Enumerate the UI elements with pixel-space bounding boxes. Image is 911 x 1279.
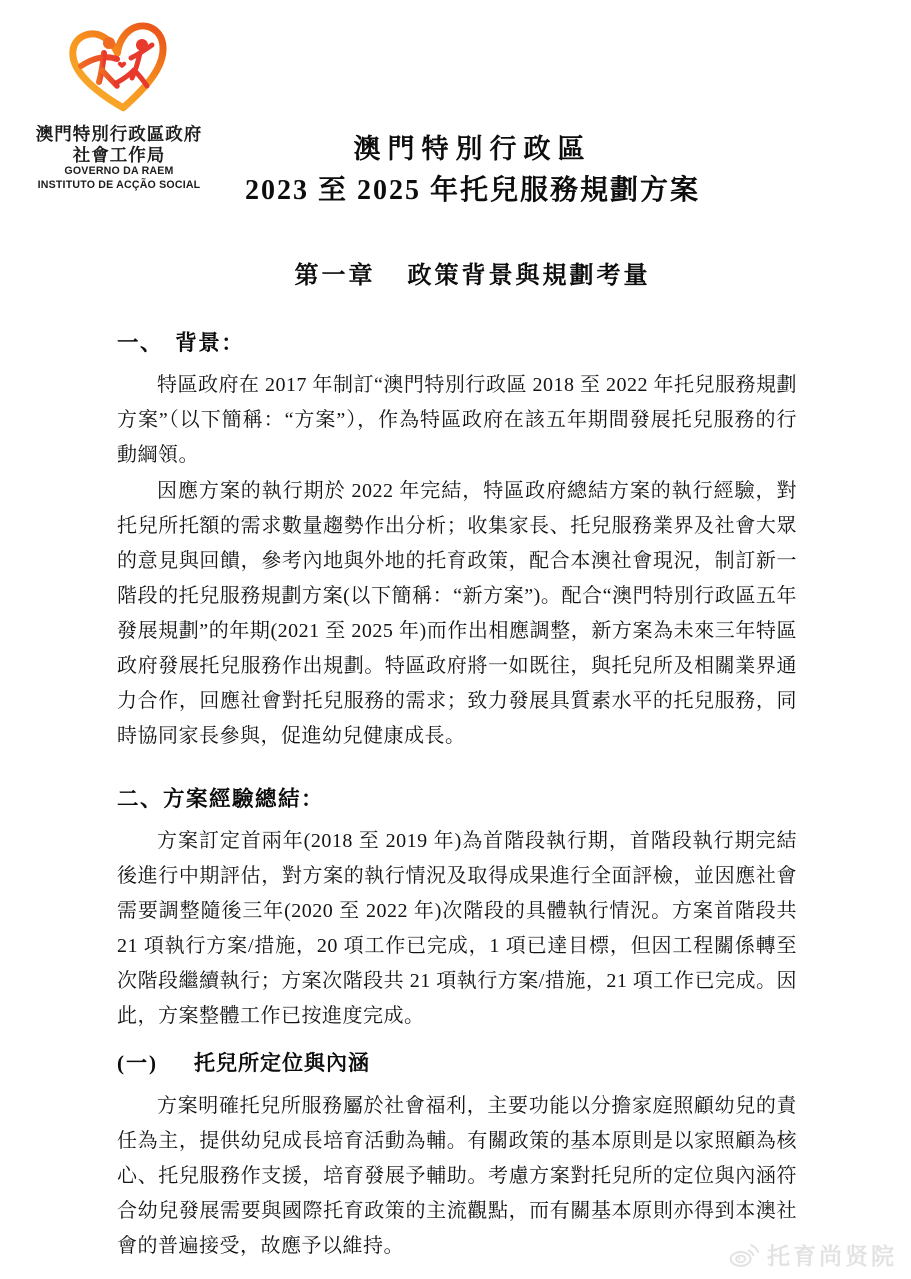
section-heading-background: 一、 背景： xyxy=(117,331,245,356)
weibo-icon xyxy=(728,1241,761,1268)
document-title-line1: 澳門特別行政區 xyxy=(353,134,592,164)
watermark xyxy=(728,1238,897,1271)
chapter-number: 第一章 xyxy=(294,263,376,290)
section-heading-experience-summary: 二、方案經驗總結： xyxy=(117,787,325,812)
org-name-chinese-line2: 社會工作局 xyxy=(72,144,166,165)
paragraph-positioning: 方案明確托兒所服務屬於社會福利，主要功能以分擔家庭照顧幼兒的責任為主，提供幼兒成長培育活動為輔。有關政策的基本原則是以家照顧為核心、托兒服務作支援，培育發展予輔助。考慮方案對托兒所的定位與內涵符合幼兒發展需要與國際托育政策的主流觀點，而有關基本原則亦得到本澳社會的普遍接受，故應予以維持。 xyxy=(117,1095,797,1258)
subsection-heading-positioning xyxy=(117,1047,797,1079)
subsection-number: (一) xyxy=(117,1051,158,1076)
paragraph-background-2: 因應方案的執行期於 2022 年完結，特區政府總結方案的執行經驗，對托兒所托額的需求數量趨勢作出分析；收集家長、托兒服務業界及社會大眾的意見與回饋，參考內地與外地的托育政策，配合本澳社會現況，制訂新一階段的托兒服務規劃方案(以下簡稱：“新方案”)。配合“澳門特別行政區五年發展規劃”的年期(2021 至 2025 年)而作出相應調整，新方案為未來三年特區政府發展托兒服務作出規劃。特區政府將一如既往，與托兒所及相關業界通力合作，回應社會對托兒服務的需求；致力發展具質素水平的托兒服務，同時協同家長參與，促進幼兒健康成長。 xyxy=(117,480,797,748)
document-title-line2: 2023 至 2025 年托兒服務規劃方案 xyxy=(244,175,700,207)
paragraph-background-1: 特區政府在 2017 年制訂“澳門特別行政區 2018 至 2022 年托兒服務規劃方案”（以下簡稱：“方案”），作為特區政府在該五年期間發展托兒服務的行動綱領。 xyxy=(117,374,797,467)
watermark-text: 托育尚贤院 xyxy=(767,1243,897,1269)
letterhead xyxy=(26,20,212,192)
org-name-portuguese-line2: INSTITUTO DE ACÇÃO SOCIAL xyxy=(37,178,201,191)
org-name-portuguese-line1: GOVERNO DA RAEM xyxy=(64,165,174,178)
chapter-heading xyxy=(0,255,911,290)
ias-heart-logo xyxy=(57,20,181,116)
document-body xyxy=(117,328,797,1264)
chapter-title: 政策背景與規劃考量 xyxy=(407,263,651,290)
org-name-chinese-line1: 澳門特別行政區政府 xyxy=(35,124,203,144)
subsection-title: 托兒所定位與內涵 xyxy=(194,1051,370,1076)
heart-with-figures-logo-icon xyxy=(57,20,181,116)
paragraph-experience-summary: 方案訂定首兩年(2018 至 2019 年)為首階段執行期，首階段執行期完結後進行中期評估，對方案的執行情況及取得成果進行全面評檢，並因應社會需要調整隨後三年(2020 至 2022 年)次階段的具體執行情況。方案首階段共 21 項執行方案/措施，20 項工作已完成，1 項已達目標，但因工程關係轉至次階段繼續執行；方案次階段共 21 項執行方案/措施，21 項工作已完成。因此，方案整體工作已按進度完成。 xyxy=(117,830,797,1028)
